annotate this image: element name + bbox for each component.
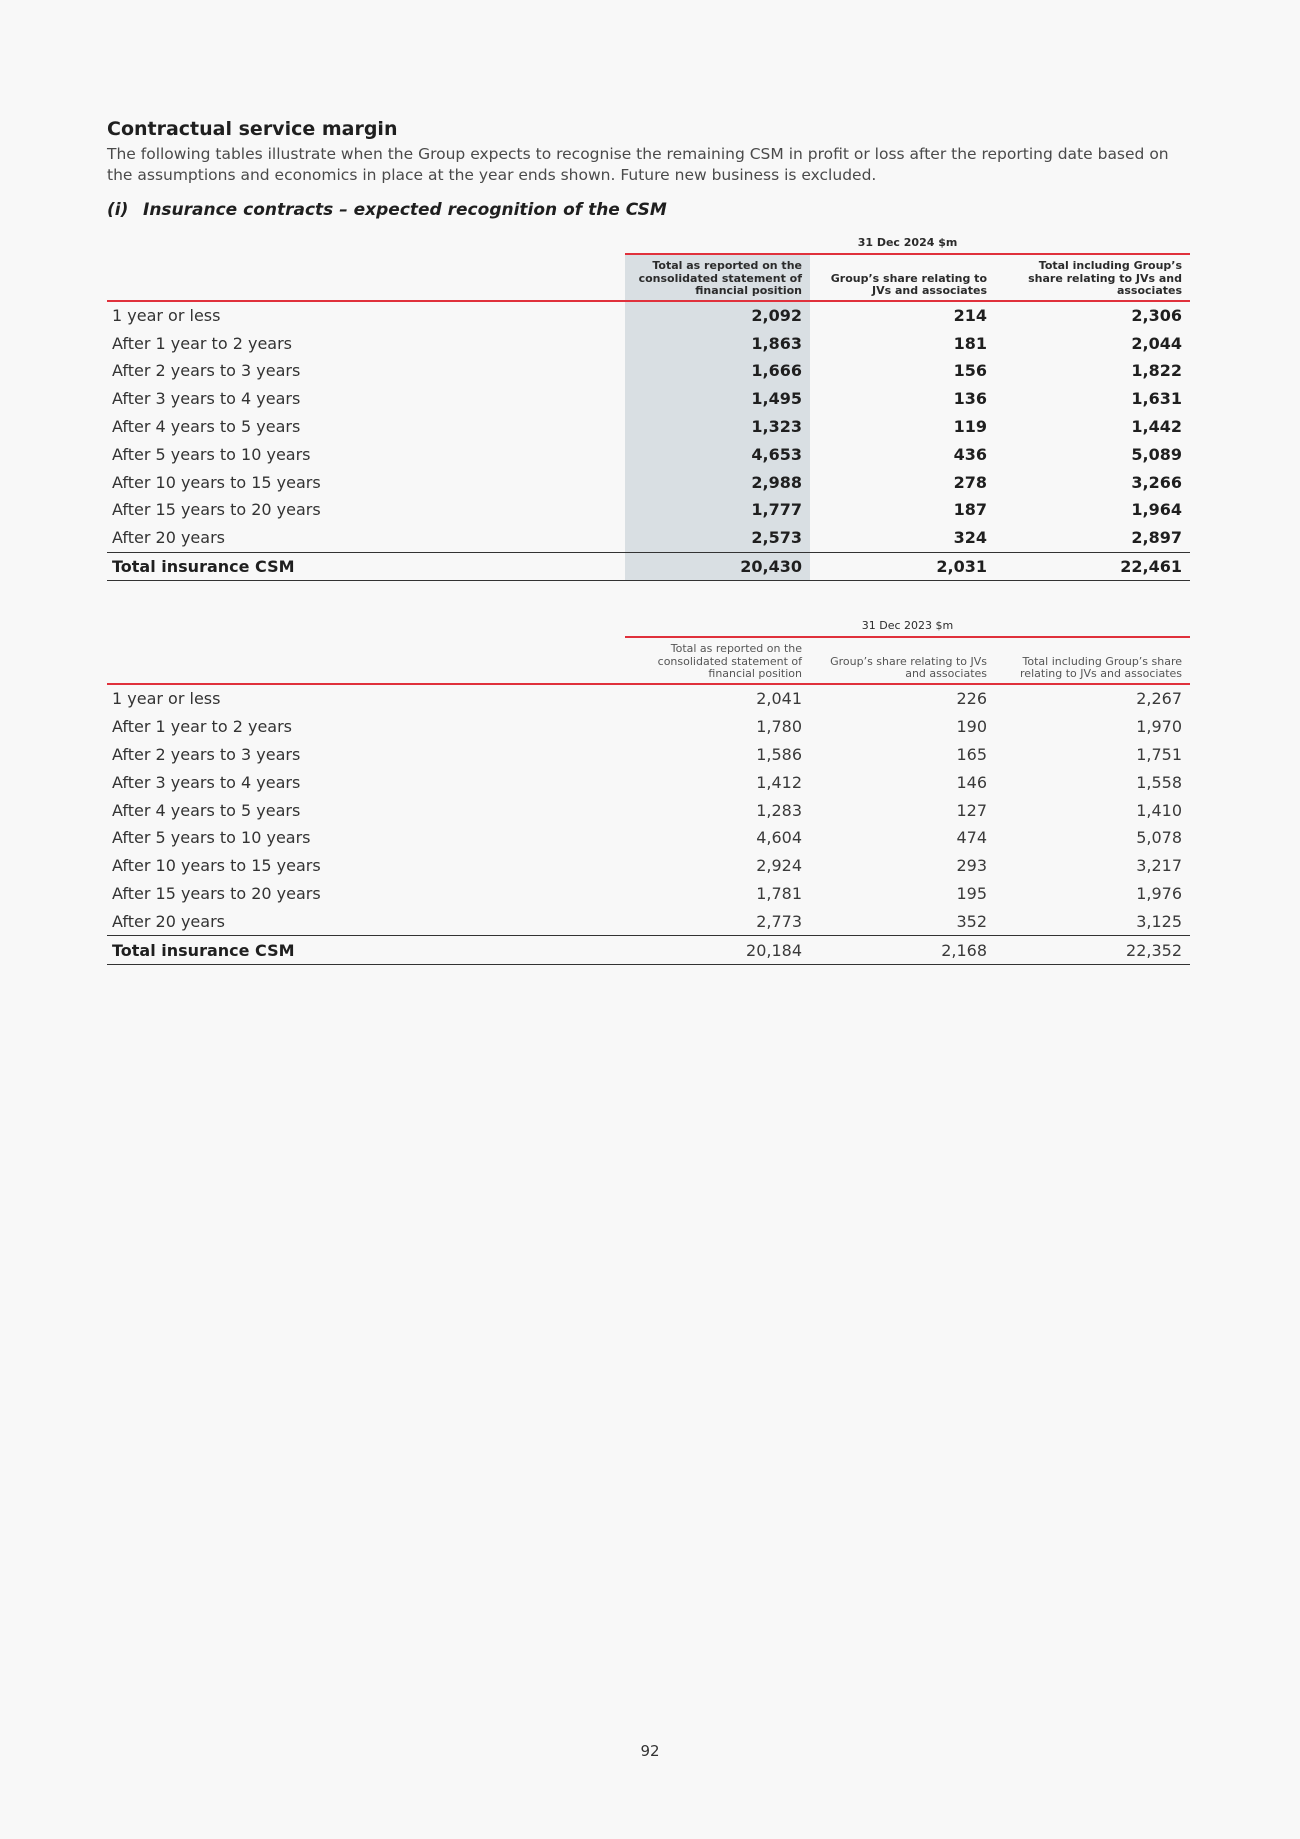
value-jv-share: 136 [953,389,987,409]
value-jv-share: 226 [956,689,987,709]
value-reported: 1,780 [756,717,802,737]
value-reported: 1,283 [756,800,802,820]
row-label: After 20 years [112,911,225,931]
value-reported: 2,773 [756,911,802,931]
table-row [107,713,1190,741]
period-header-2023: 31 Dec 2023 $m [625,609,1190,637]
value-jv-share: 146 [956,772,987,792]
document-page [107,118,1190,965]
row-label: After 5 years to 10 years [112,828,311,848]
table-row [107,329,1190,357]
subheading-number: (i) [107,200,129,220]
row-label: Total insurance CSM [107,936,625,965]
value-jv-share: 436 [953,444,987,464]
period-header-2024: 31 Dec 2024 $m [625,226,1190,254]
value-total-including: 1,751 [1136,744,1183,764]
value-total-including: 1,442 [1131,417,1183,437]
intro-paragraph: The following tables illustrate when the Group expects to recognise the remaining CSM in profit or loss after the reporting date based on the assumptions and economics in place at the year ends shown. Future new business is excluded. [107,145,1169,184]
row-label: After 1 year to 2 years [112,717,292,737]
row-label: After 2 years to 3 years [112,744,301,764]
value-total-including: 3,217 [1136,856,1183,876]
value-reported: 1,323 [625,413,810,441]
column-header-total-including: Total including Group’s share relating to JVs and associates [995,637,1190,684]
column-header-total-including: Total including Group’s share relating to JVs and associates [995,254,1190,301]
value-total-including: 1,410 [1136,800,1183,820]
row-label: After 10 years to 15 years [112,472,321,492]
table-row [107,496,1190,524]
value-total-including: 2,267 [1136,689,1183,709]
row-label: After 20 years [112,528,225,548]
value-total-including: 22,352 [995,936,1190,965]
value-total-including: 1,631 [1131,389,1183,409]
column-header-reported: Total as reported on the consolidated statement of financial position [625,637,810,684]
row-label: After 3 years to 4 years [112,389,301,409]
value-total-including: 1,558 [1136,772,1183,792]
subheading [107,200,1190,220]
section-title: Contractual service margin [107,118,398,140]
row-label: After 4 years to 5 years [112,800,301,820]
value-jv-share: 181 [953,333,987,353]
value-jv-share: 195 [956,883,987,903]
row-label: 1 year or less [112,305,221,325]
table-body-2023 [107,684,1190,964]
value-total-including: 2,306 [1131,305,1183,325]
value-reported: 1,586 [756,744,802,764]
value-reported: 1,412 [756,772,802,792]
table-row [107,468,1190,496]
value-total-including: 22,461 [995,552,1190,581]
value-reported: 20,430 [625,552,810,581]
table-row [107,741,1190,769]
value-reported: 4,653 [625,440,810,468]
value-total-including: 2,897 [1131,528,1183,548]
value-reported: 2,041 [756,689,802,709]
page-number: 92 [640,1742,660,1760]
table-row [107,880,1190,908]
column-header-jv-share: Group’s share relating to JVs and associates [810,637,995,684]
value-total-including: 3,266 [1131,472,1183,492]
value-reported: 2,092 [625,301,810,330]
value-reported: 1,495 [625,385,810,413]
value-jv-share: 324 [953,528,987,548]
value-jv-share: 156 [953,361,987,381]
csm-table-2023 [107,609,1190,964]
value-total-including: 1,976 [1136,883,1183,903]
value-reported: 4,604 [756,828,802,848]
table-row [107,524,1190,552]
value-jv-share: 352 [956,911,987,931]
column-header-reported: Total as reported on the consolidated statement of financial position [625,254,810,301]
table-row [107,357,1190,385]
value-jv-share: 187 [953,500,987,520]
row-label: After 2 years to 3 years [112,361,301,381]
value-reported: 2,988 [625,468,810,496]
value-jv-share: 2,168 [810,936,995,965]
row-label: 1 year or less [112,689,221,709]
table-row [107,440,1190,468]
table-row [107,768,1190,796]
value-total-including: 1,970 [1136,717,1183,737]
table-row [107,385,1190,413]
value-reported: 1,863 [625,329,810,357]
table-row [107,852,1190,880]
value-reported: 2,573 [625,524,810,552]
value-reported: 1,777 [625,496,810,524]
table-row [107,824,1190,852]
table-row [107,907,1190,935]
value-total-including: 5,089 [1131,444,1183,464]
value-jv-share: 119 [953,417,987,437]
total-row [107,552,1190,581]
value-total-including: 1,822 [1131,361,1183,381]
value-jv-share: 190 [956,717,987,737]
value-reported: 1,666 [625,357,810,385]
table-row [107,684,1190,713]
row-label: After 1 year to 2 years [112,333,292,353]
column-header-jv-share: Group’s share relating to JVs and associates [810,254,995,301]
value-jv-share: 214 [953,305,987,325]
value-reported: 1,781 [756,883,802,903]
row-label: After 4 years to 5 years [112,417,301,437]
value-jv-share: 127 [956,800,987,820]
row-label: After 10 years to 15 years [112,856,321,876]
value-reported: 2,924 [756,856,802,876]
table-row [107,413,1190,441]
value-total-including: 5,078 [1136,828,1183,848]
row-label: After 15 years to 20 years [112,500,321,520]
table-row [107,796,1190,824]
csm-table-2024 [107,226,1190,581]
value-total-including: 1,964 [1131,500,1183,520]
table-body-2024 [107,301,1190,581]
row-label: After 5 years to 10 years [112,444,311,464]
row-label: After 15 years to 20 years [112,883,321,903]
table-row [107,301,1190,330]
total-row [107,936,1190,965]
value-jv-share: 474 [956,828,987,848]
value-jv-share: 278 [953,472,987,492]
value-reported: 20,184 [625,936,810,965]
row-label: Total insurance CSM [107,552,625,581]
value-total-including: 3,125 [1136,911,1183,931]
subheading-title: Insurance contracts – expected recognition of the CSM [143,200,667,220]
row-label: After 3 years to 4 years [112,772,301,792]
value-jv-share: 293 [956,856,987,876]
value-jv-share: 165 [956,744,987,764]
value-total-including: 2,044 [1131,333,1183,353]
value-jv-share: 2,031 [810,552,995,581]
